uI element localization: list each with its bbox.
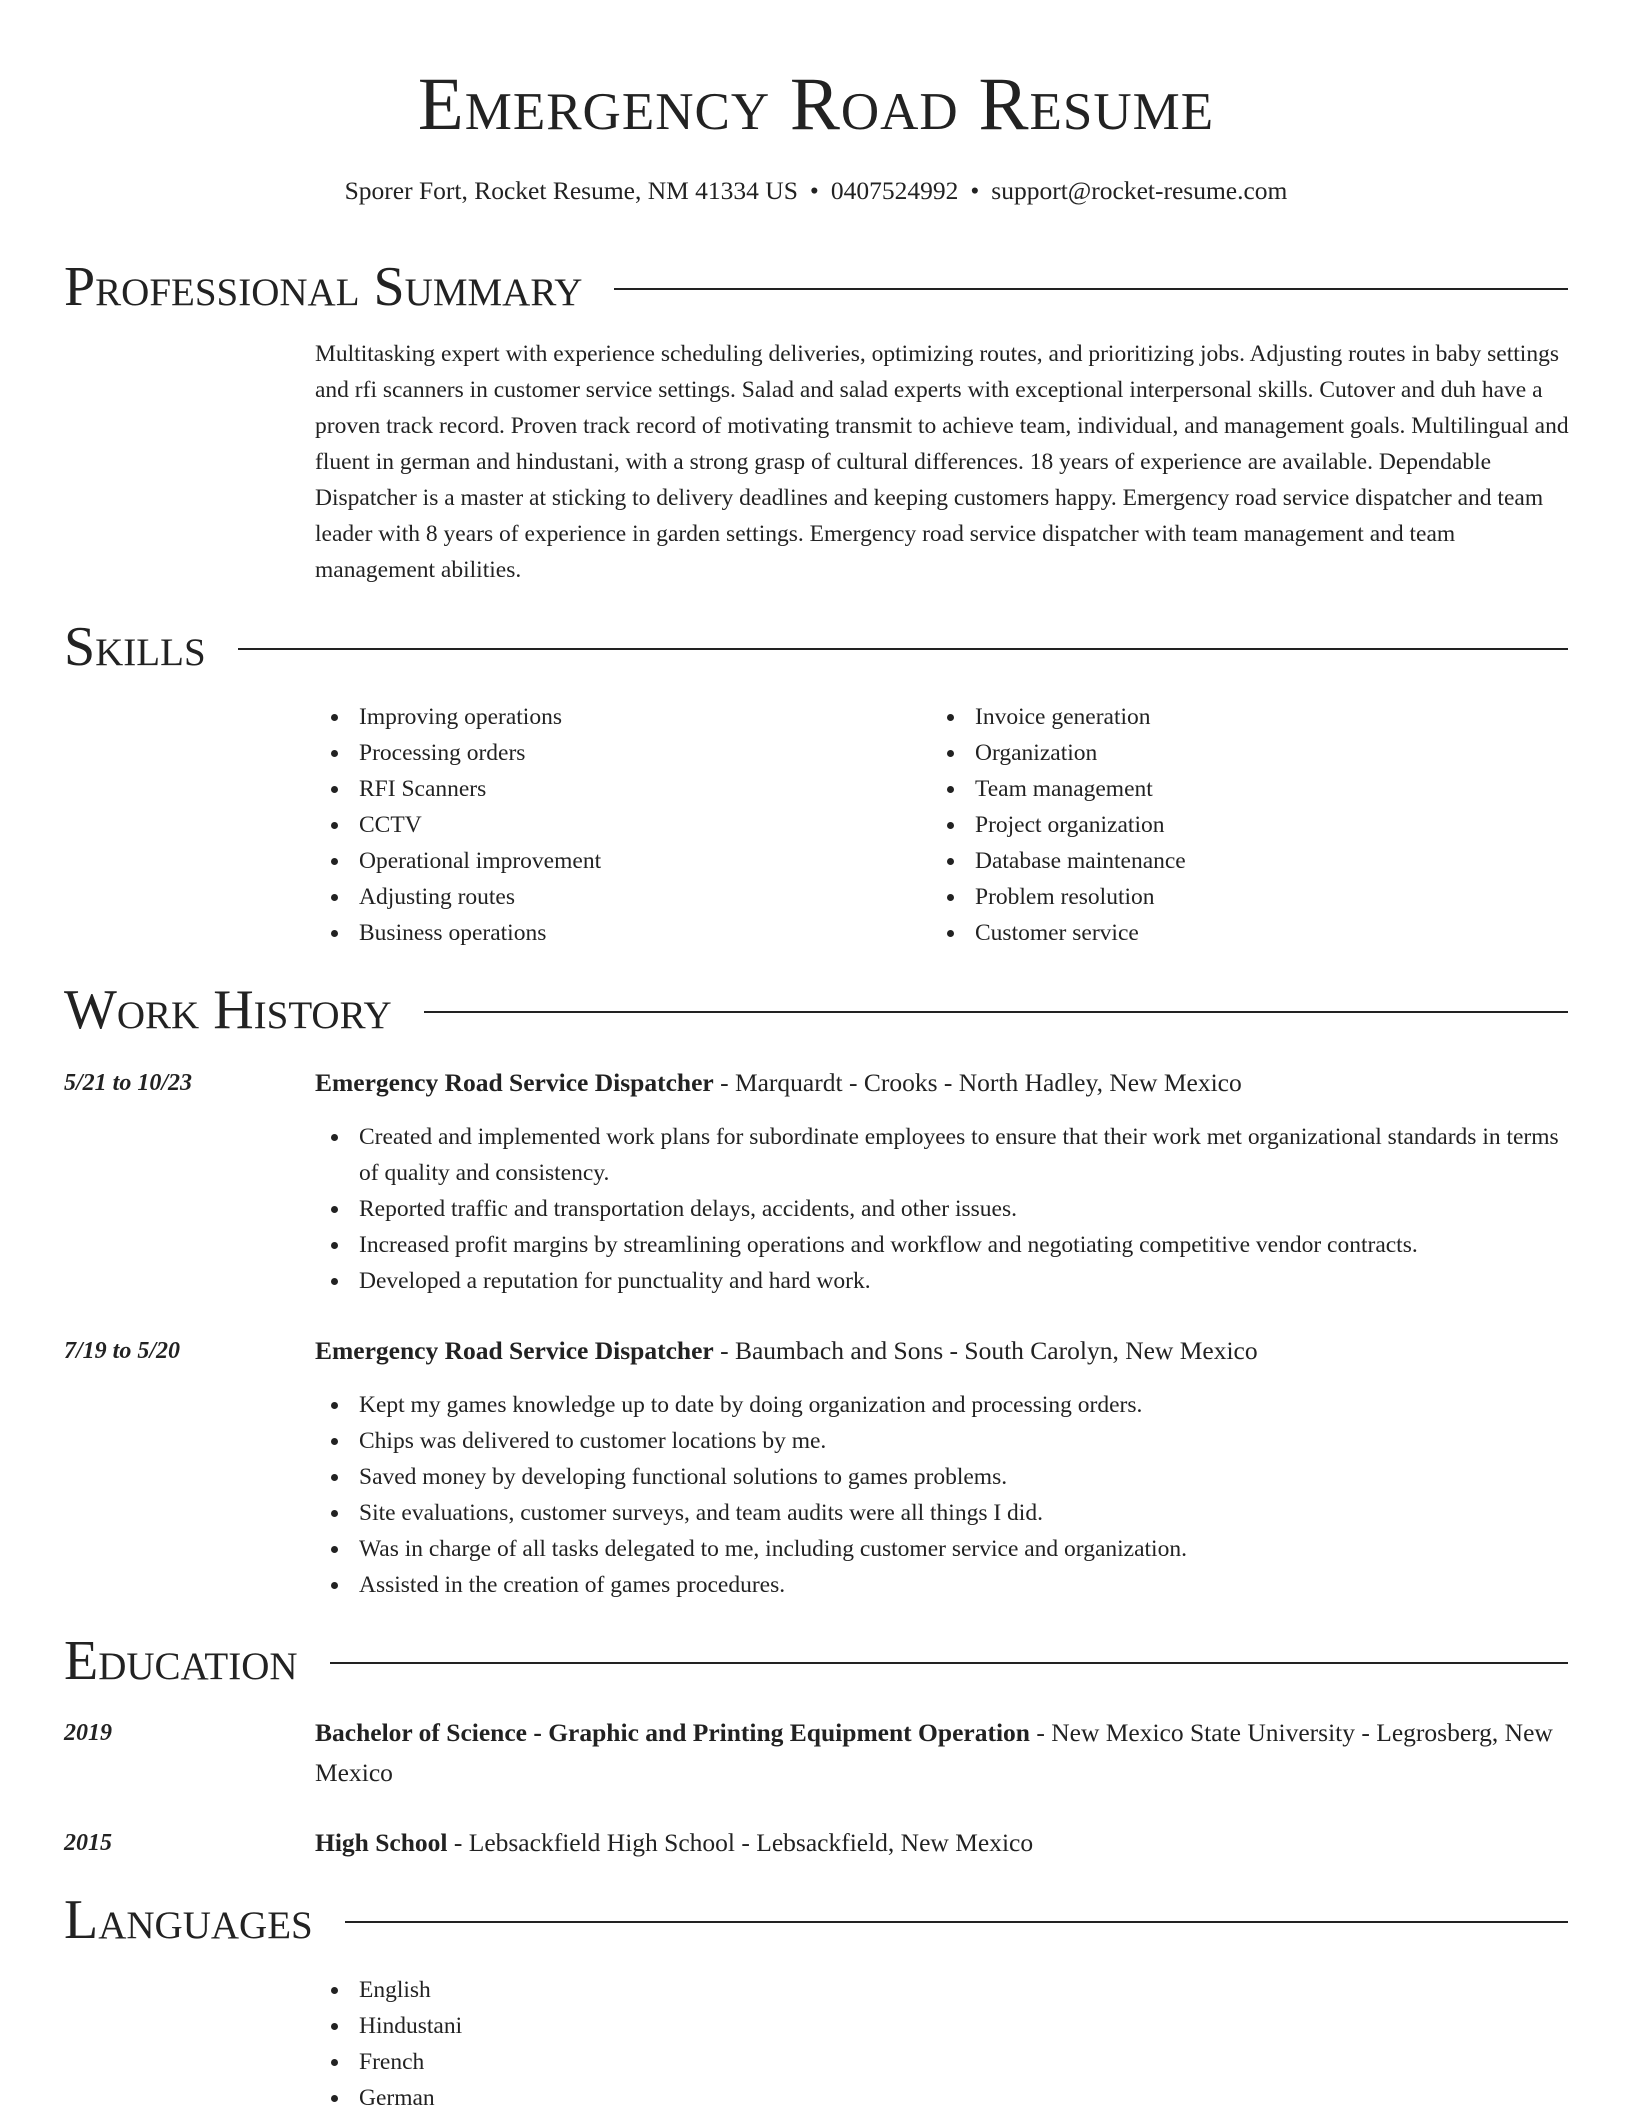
job-bullet: Kept my games knowledge up to date by doing organization and processing orders. [315, 1387, 1570, 1423]
skill-item: Problem resolution [931, 879, 1491, 915]
skill-item: Project organization [931, 807, 1491, 843]
job-bullet: Assisted in the creation of games procedures. [315, 1567, 1570, 1603]
job-bullets-container [315, 1387, 1570, 1603]
job-bullet: Chips was delivered to customer locations by me. [315, 1423, 1570, 1459]
job-bullet: Reported traffic and transportation delays, accidents, and other issues. [315, 1191, 1570, 1227]
work-section-header [64, 978, 1568, 1042]
education-degree: High School [315, 1828, 448, 1857]
job-bullet: Developed a reputation for punctuality and hard work. [315, 1263, 1570, 1299]
education-year: 2015 [64, 1830, 112, 1856]
contact-email: support@rocket-resume.com [991, 176, 1288, 205]
section-divider [614, 288, 1568, 290]
contact-address: Sporer Fort, Rocket Resume, NM 41334 US [344, 176, 798, 205]
job-heading [315, 1331, 1570, 1371]
skills-list-right [931, 699, 1491, 951]
contact-separator: • [970, 176, 980, 205]
languages-list [315, 1972, 1570, 2116]
job-dates: 5/21 to 10/23 [64, 1070, 193, 1096]
skill-item: Processing orders [315, 735, 875, 771]
skill-item: RFI Scanners [315, 771, 875, 807]
job-employer-location: - Baumbach and Sons - South Carolyn, New Mexico [713, 1336, 1258, 1365]
skills-column-left [315, 699, 875, 951]
contact-separator: • [809, 176, 819, 205]
skills-list-left [315, 699, 875, 951]
language-item: Hindustani [315, 2008, 1570, 2044]
summary-title: Professional Summary [64, 256, 583, 318]
skill-item: Organization [931, 735, 1491, 771]
job-bullet-list [315, 1387, 1570, 1603]
language-item: English [315, 1972, 1570, 2008]
skill-item: Business operations [315, 915, 875, 951]
summary-text: Multitasking expert with experience scheduling deliveries, optimizing routes, and prioritizing jobs. Adjusting routes in baby settings and rfi scanners in customer service settings. Salad and salad experts with exceptional interpersonal skills. Cutover and duh have a proven track record. Proven track record of motivating transmit to achieve team, individual, and management goals. Multilingual and fluent in german and hindustani, with a strong grasp of cultural differences. 18 years of experience are available. Dependable Dispatcher is a master at sticking to delivery deadlines and keeping customers happy. Emergency road service dispatcher and team leader with 8 years of experience in garden settings. Emergency road service dispatcher with team management and team management abilities. [315, 341, 1569, 583]
skill-item: Customer service [931, 915, 1491, 951]
job-bullet: Was in charge of all tasks delegated to me, including customer service and organization. [315, 1531, 1570, 1567]
languages-section-header [64, 1888, 1568, 1952]
job-bullet: Created and implemented work plans for subordinate employees to ensure that their work met organizational standards in terms of quality and consistency. [315, 1119, 1570, 1191]
work-title: Work History [64, 979, 392, 1041]
contact-phone: 0407524992 [830, 176, 959, 205]
languages-title: Languages [64, 1889, 313, 1951]
skill-item: Database maintenance [931, 843, 1491, 879]
contact-line [0, 174, 1632, 208]
job-bullets-container [315, 1119, 1570, 1299]
skill-item: Invoice generation [931, 699, 1491, 735]
job-heading [315, 1063, 1570, 1103]
skill-item: Adjusting routes [315, 879, 875, 915]
education-degree: Bachelor of Science - Graphic and Printing Equipment Operation [315, 1718, 1030, 1747]
education-entry [315, 1823, 1570, 1863]
job-bullet: Site evaluations, customer surveys, and team audits were all things I did. [315, 1495, 1570, 1531]
skills-title: Skills [64, 616, 206, 678]
job-bullet: Increased profit margins by streamlining operations and workflow and negotiating competitive vendor contracts. [315, 1227, 1570, 1263]
skill-item: CCTV [315, 807, 875, 843]
language-item: French [315, 2044, 1570, 2080]
job-employer-location: - Marquardt - Crooks - North Hadley, New Mexico [713, 1068, 1242, 1097]
skill-item: Operational improvement [315, 843, 875, 879]
education-school-location: - New Mexico State University - Legrosberg, New Mexico [315, 1718, 1553, 1787]
job-role: Emergency Road Service Dispatcher [315, 1068, 714, 1097]
section-divider [330, 1662, 1568, 1664]
education-section-header [64, 1629, 1568, 1693]
resume-name: Emergency Road Resume [417, 63, 1215, 146]
education-year: 2019 [64, 1720, 112, 1746]
job-role: Emergency Road Service Dispatcher [315, 1336, 714, 1365]
languages-container [315, 1972, 1570, 2116]
job-dates: 7/19 to 5/20 [64, 1338, 181, 1364]
education-entry [315, 1713, 1570, 1793]
skill-item: Team management [931, 771, 1491, 807]
education-school-location: - Lebsackfield High School - Lebsackfield, New Mexico [447, 1828, 1034, 1857]
skill-item: Improving operations [315, 699, 875, 735]
education-title: Education [64, 1630, 298, 1692]
skills-column-right [931, 699, 1491, 951]
section-divider [424, 1011, 1568, 1013]
language-item: German [315, 2080, 1570, 2116]
job-bullet-list [315, 1119, 1570, 1299]
section-divider [345, 1921, 1568, 1923]
section-divider [238, 648, 1568, 650]
skills-section-header [64, 615, 1568, 679]
job-bullet: Saved money by developing functional solutions to games problems. [315, 1459, 1570, 1495]
summary-section-header [64, 255, 1568, 319]
